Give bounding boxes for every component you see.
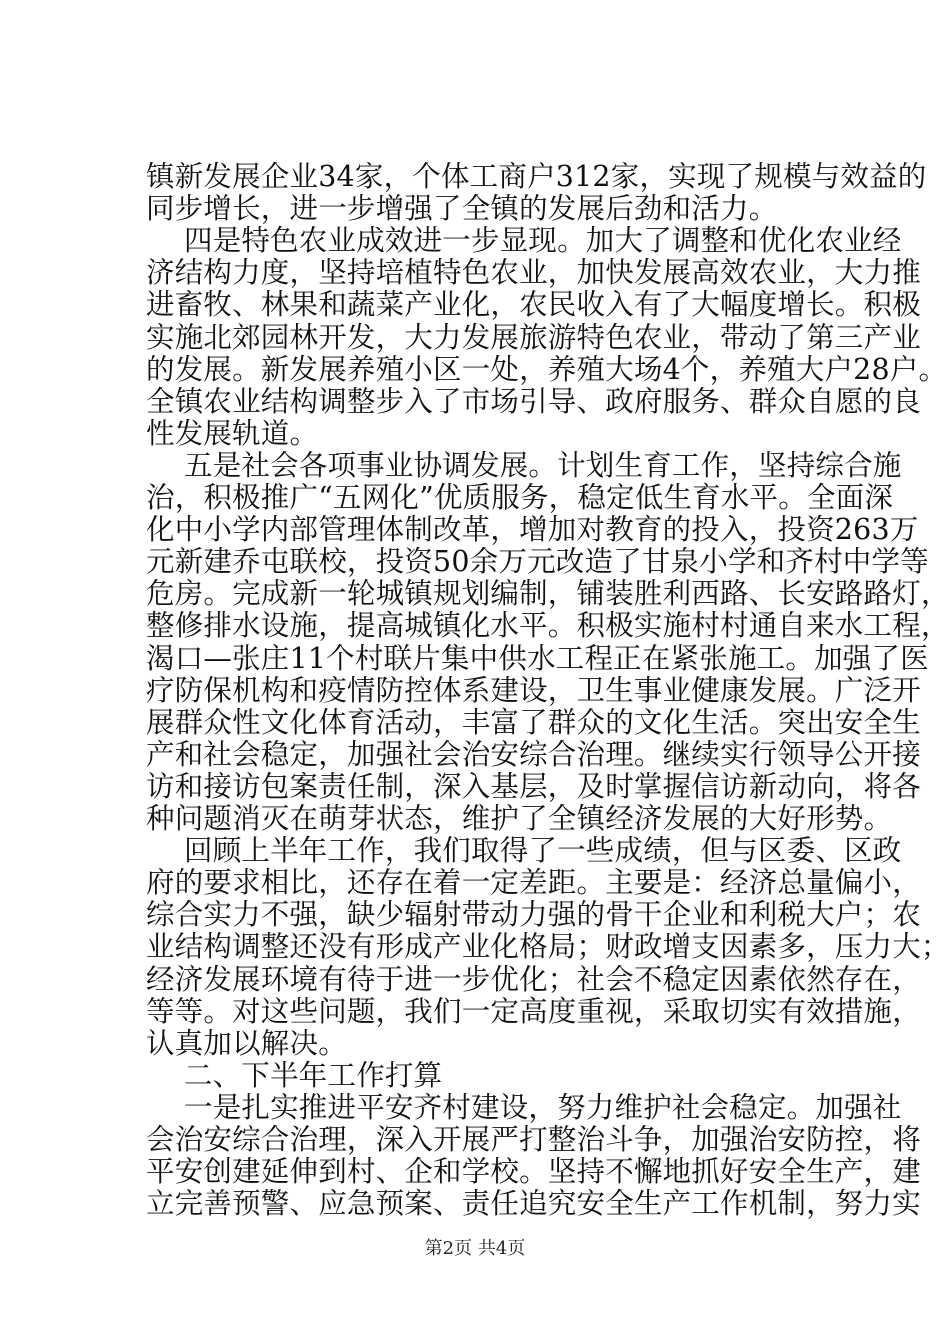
text-line: 产和社会稳定，加强社会治安综合治理。继续实行领导公开接	[146, 737, 921, 771]
text-line: 认真加以解决。	[146, 1026, 347, 1060]
paragraph-start-line: 回顾上半年工作，我们取得了一些成绩，但与区委、区政	[184, 834, 902, 868]
text-line: 展群众性文化体育活动，丰富了群众的文化生活。突出安全生	[146, 705, 921, 739]
text-line: 经济发展环境有待于进一步优化；社会不稳定因素依然存在，	[146, 962, 921, 996]
text-line: 危房。完成新一轮城镇规划编制，铺装胜利西路、长安路路灯，	[146, 577, 950, 611]
paragraph-start-line: 一是扎实推进平安齐村建设，努力维护社会稳定。加强社	[184, 1090, 902, 1124]
text-line: 化中小学内部管理体制改革，增加对教育的投入，投资263万	[146, 513, 919, 547]
text-line: 平安创建延伸到村、企和学校。坚持不懈地抓好安全生产，建	[146, 1155, 921, 1189]
page-number-footer: 第2页 共4页	[424, 1238, 526, 1259]
text-line: 等等。对这些问题，我们一定高度重视，采取切实有效措施，	[146, 994, 921, 1028]
text-line: 立完善预警、应急预案、责任追究安全生产工作机制，努力实	[146, 1187, 921, 1221]
text-line: 疗防保机构和疫情防控体系建设，卫生事业健康发展。广泛开	[146, 673, 921, 707]
text-line: 的发展。新发展养殖小区一处，养殖大场4个，养殖大户28户。	[146, 352, 948, 386]
text-line: 镇新发展企业34家，个体工商户312家，实现了规模与效益的	[146, 160, 927, 193]
text-line: 全镇农业结构调整步入了市场引导、政府服务、群众自愿的良	[146, 384, 921, 418]
text-line: 渴口—张庄11个村联片集中供水工程正在紧张施工。加强了医	[146, 641, 929, 675]
paragraph-start-line: 四是特色农业成效进一步显现。加大了调整和优化农业经	[184, 224, 902, 258]
text-line: 治，积极推广“五网化”优质服务，稳定低生育水平。全面深	[146, 481, 894, 514]
text-line: 综合实力不强，缺少辐射带动力强的骨干企业和利税大户；农	[146, 898, 921, 932]
text-line: 性发展轨道。	[146, 416, 319, 450]
text-line: 业结构调整还没有形成产业化格局；财政增支因素多，压力大；	[146, 930, 950, 964]
section-heading: 二、下半年工作打算	[184, 1058, 443, 1092]
text-line: 种问题消灭在萌芽状态，维护了全镇经济发展的大好形势。	[146, 802, 893, 835]
text-line: 整修排水设施，提高城镇化水平。积极实施村村通自来水工程，	[146, 609, 950, 643]
text-line: 元新建乔屯联校，投资50余万元改造了甘泉小学和齐村中学等	[146, 545, 929, 579]
text-line: 济结构力度，坚持培植特色农业，加快发展高效农业，大力推	[146, 256, 921, 290]
text-line: 实施北郊园林开发，大力发展旅游特色农业，带动了第三产业	[146, 320, 921, 354]
text-line: 同步增长，进一步增强了全镇的发展后劲和活力。	[146, 192, 778, 226]
text-line: 访和接访包案责任制，深入基层，及时掌握信访新动向，将各	[146, 769, 921, 803]
text-line: 会治安综合治理，深入开展严打整治斗争，加强治安防控，将	[146, 1123, 921, 1156]
text-line: 进畜牧、林果和蔬菜产业化，农民收入有了大幅度增长。积极	[146, 288, 921, 322]
text-line: 府的要求相比，还存在着一定差距。主要是：经济总量偏小，	[146, 866, 921, 900]
paragraph-start-line: 五是社会各项事业协调发展。计划生育工作，坚持综合施	[184, 448, 902, 482]
